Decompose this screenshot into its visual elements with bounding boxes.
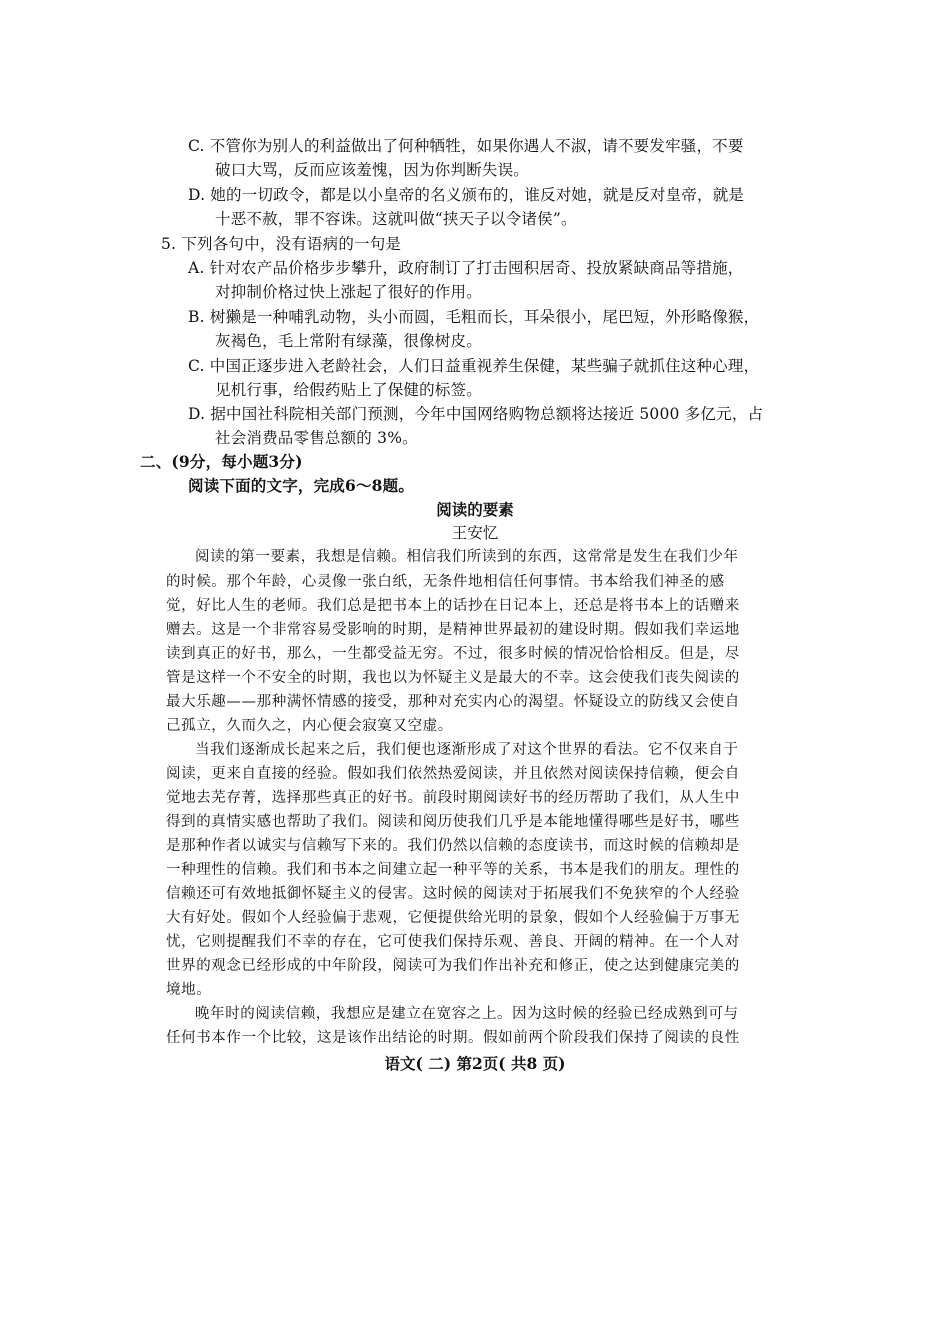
article-line: 世界的观念已经形成的中年阶段，阅读可为我们作出补充和修正，使之达到健康完美的 (166, 958, 740, 974)
article-line: 晚年时的阅读信赖，我想应是建立在宽容之上。因为这时候的经验已经成熟到可与 (195, 1006, 739, 1022)
article-line: 觉地去芜存菁，选择那些真正的好书。前段时期阅读好书的经历帮助了我们，从人生中 (166, 790, 740, 806)
article-line: 读到真正的好书，那么，一生都受益无穷。不过，很多时候的情况恰恰相反。但是，尽 (166, 646, 740, 662)
q5-option-c-line2: 见机行事，给假药贴上了保健的标签。 (215, 381, 482, 399)
article-line: 任何书本作一个比较，这是该作出结论的时期。假如前两个阶段我们保持了阅读的良性 (166, 1030, 740, 1046)
article-line: 得到的真情实感也帮助了我们。阅读和阅历使我们几乎是本能地懂得哪些是好书，哪些 (166, 814, 740, 830)
article-line: 是那种作者以诚实与信赖写下来的。我们仍然以信赖的态度读书，而这时候的信赖却是 (166, 838, 740, 854)
article-line: 的时候。那个年龄，心灵像一张白纸，无条件地相信任何事情。书本给我们神圣的感 (166, 574, 725, 590)
q5-option-a-line1: A. 针对农产品价格步步攀升，政府制订了打击囤积居奇、投放紧缺商品等措施， (188, 259, 744, 277)
article-line: 一种理性的信赖。我们和书本之间建立起一种平等的关系，书本是我们的朋友。理性的 (166, 862, 740, 878)
article-line: 阅读的第一要素，我想是信赖。相信我们所读到的东西，这常常是发生在我们少年 (195, 549, 739, 565)
q4-option-c-line2: 破口大骂，反而应该羞愧，因为你判断失误。 (215, 161, 530, 179)
q5-option-b-line1: B. 树獭是一种哺乳动物，头小而圆，毛粗而长，耳朵很小，尾巴短，外形略像猴， (188, 308, 760, 326)
q5-option-d-line1: D. 据中国社科院相关部门预测，今年中国网络购物总额将达接近 5000 多亿元，占 (188, 405, 764, 423)
q5-option-d-line2: 社会消费品零售总额的 3%。 (215, 429, 418, 447)
article-line: 大有好处。假如个人经验偏于悲观，它便提供给光明的景象，假如个人经验偏于万事无 (166, 910, 740, 926)
article-line: 阅读，更来自直接的经验。假如我们依然热爱阅读，并且依然对阅读保持信赖，便会自 (166, 766, 740, 782)
article-line: 境地。 (166, 982, 212, 998)
q5-option-c-line1: C. 中国正逐步进入老龄社会，人们日益重视养生保健，某些骗子就抓住这种心理， (188, 357, 760, 375)
q4-option-c-line1: C. 不管你为别人的利益做出了何种牺牲，如果你遇人不淑，请不要发牢骚，不要 (188, 137, 744, 155)
q4-option-d-line1: D. 她的一切政令，都是以小皇帝的名义颁布的，谁反对她，就是反对皇帝，就是 (188, 186, 745, 204)
article-line: 管是这样一个不安全的时期，我也以为怀疑主义是最大的不幸。这会使我们丧失阅读的 (166, 670, 740, 686)
q5-option-b-line2: 灰褐色，毛上常附有绿藻，很像树皮。 (215, 332, 482, 350)
article-title: 阅读的要素 (436, 500, 514, 519)
article-line: 忧，它则提醒我们不幸的存在，它可使我们保持乐观、善良、开阔的精神。在一个人对 (166, 934, 740, 950)
article-line: 己孤立，久而久之，内心便会寂寞又空虚。 (166, 718, 453, 734)
article-author: 王安忆 (451, 524, 499, 542)
q5-option-a-line2: 对抑制价格过快上涨起了很好的作用。 (215, 283, 482, 301)
article-line: 最大乐趣——那种满怀情感的接受，那种对充实内心的渴望。怀疑设立的防线又会使自 (166, 694, 740, 710)
q4-option-d-line2: 十恶不赦，罪不容诛。这就叫做“挟天子以令诸侯”。 (215, 210, 577, 228)
section-heading: 二、(9分，每小题3分) (140, 452, 303, 471)
article-line: 当我们逐渐成长起来之后，我们便也逐渐形成了对这个世界的看法。它不仅来自于 (195, 742, 739, 758)
article-line: 赠去。这是一个非常容易受影响的时期，是精神世界最初的建设时期。假如我们幸运地 (166, 622, 740, 638)
section-instruction: 阅读下面的文字，完成6～8题。 (188, 476, 415, 495)
article-line: 信赖还可有效地抵御怀疑主义的侵害。这时候的阅读对于拓展我们不免狭窄的个人经验 (166, 886, 740, 902)
q5-stem: 5. 下列各句中，没有语病的一句是 (161, 235, 402, 253)
article-line: 觉，好比人生的老师。我们总是把书本上的话抄在日记本上，还总是将书本上的话赠来 (166, 598, 740, 614)
page-footer: 语文( 二) 第2页( 共8 页) (384, 1054, 566, 1073)
